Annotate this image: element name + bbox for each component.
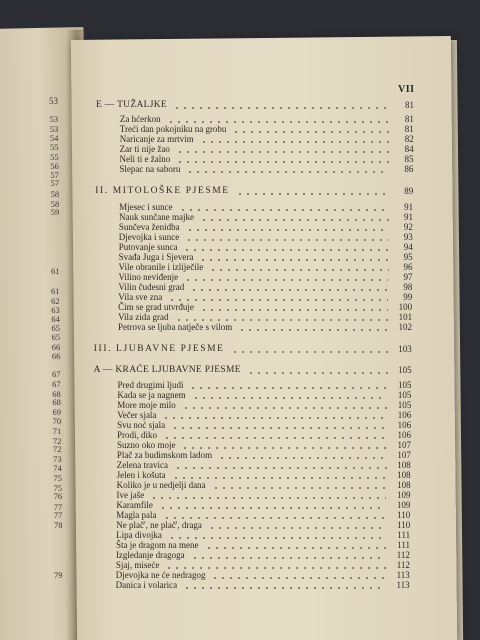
dot-leader: [190, 289, 388, 291]
toc-entry-title: Sjaj, miseće: [115, 560, 160, 570]
toc-entry-page: 89: [404, 186, 414, 196]
dot-leader: [185, 239, 389, 241]
toc-entry-page: 94: [403, 242, 413, 252]
dot-leader: [163, 437, 387, 439]
toc-entry-title: Šta je dragom na mene: [116, 540, 199, 550]
toc-entry-title: Suzno oko moje: [116, 440, 176, 450]
toc-entry-page: 86: [404, 164, 414, 174]
toc-entry-title: Čim se grad utvrđuje: [118, 302, 194, 312]
left-page-number: 59: [50, 207, 60, 217]
toc-entry-page: 101: [398, 312, 413, 322]
toc-entry-page: 93: [403, 232, 413, 242]
dot-leader: [183, 587, 386, 589]
left-page-number: 79: [54, 570, 63, 580]
toc-entry: [118, 322, 412, 334]
left-page-number: 55: [49, 142, 59, 152]
left-page-number: 53: [49, 114, 59, 124]
left-page-number: 75: [53, 473, 62, 483]
toc-entry-title: Koliko je u nedjelji dana: [116, 480, 206, 490]
dot-leader: [191, 557, 386, 559]
left-page-number: 64: [51, 314, 60, 324]
dot-leader: [168, 537, 386, 539]
page-number-header: VII: [398, 84, 415, 95]
dot-leader: [179, 209, 390, 211]
left-page-number: 67: [52, 379, 61, 389]
dot-leader: [162, 417, 387, 419]
left-page-number: 67: [52, 369, 61, 379]
left-page-number: 74: [53, 463, 62, 473]
left-page-number: 63: [51, 305, 60, 315]
toc-entry: [119, 164, 413, 176]
toc-entry-title: Kada se ja nagnem: [117, 390, 186, 400]
toc-entry-title: More moje milo: [117, 400, 176, 410]
dot-leader: [168, 299, 388, 301]
toc-section-heading: [94, 344, 412, 356]
toc-entry-title: Ive jaše: [116, 490, 145, 500]
toc-entry-title: Večer sjala: [117, 410, 157, 420]
toc-entry-page: 105: [397, 380, 412, 390]
left-page-number: 54: [49, 133, 59, 143]
dot-leader: [183, 249, 388, 251]
toc-entry-title: E — TUŽALJKE: [96, 100, 167, 110]
toc-entry-page: 112: [396, 560, 410, 570]
left-page-number: 57: [50, 170, 59, 180]
toc-entry-title: Ne plač', ne plač', draga: [116, 520, 202, 530]
toc-entry-title: Naricanje za mrtvim: [119, 134, 194, 144]
left-page-number: 53: [49, 124, 59, 134]
dot-leader: [159, 507, 387, 509]
toc-entry-title: Prodi, diko: [117, 430, 158, 440]
toc-entry-title: Vila zida grad: [118, 312, 169, 322]
dot-leader: [174, 467, 387, 469]
toc-entry-page: 106: [397, 430, 412, 440]
dot-leader: [247, 372, 388, 374]
toc-entry-title: Slepac na saboru: [119, 164, 181, 174]
left-page-number: 61: [50, 266, 60, 276]
dot-leader: [150, 497, 386, 499]
dot-leader: [211, 577, 385, 579]
dot-leader: [171, 427, 387, 429]
toc-entry-page: 109: [396, 490, 411, 500]
dot-leader: [186, 229, 389, 231]
left-page-number: 57: [50, 178, 59, 188]
left-page-number: 58: [50, 189, 60, 199]
toc-entry-page: 85: [404, 154, 414, 164]
toc-entry-page: 111: [397, 540, 411, 550]
toc-section-heading: [96, 100, 414, 112]
toc-entry-page: 96: [403, 262, 413, 272]
dot-leader: [200, 219, 389, 221]
left-page-number: 76: [53, 491, 63, 501]
toc-entry-title: Lipa divojka: [116, 530, 162, 540]
toc-entry-title: Zar ti nije žao: [119, 144, 170, 154]
dot-leader: [175, 319, 389, 321]
dot-leader: [189, 387, 387, 389]
toc-entry-title: Zelena travica: [116, 460, 168, 470]
dot-leader: [167, 121, 390, 123]
left-page-number: 75: [53, 483, 62, 493]
toc-entry-title: Vila sve zna: [118, 292, 163, 302]
toc-entry-title: Vile obranile i izliječile: [118, 262, 204, 272]
left-page-number: 71: [52, 426, 62, 436]
toc-entry-title: Putovanje sunca: [118, 242, 178, 252]
left-page-number: 65: [51, 332, 61, 342]
dot-leader: [205, 547, 387, 549]
toc-entry-title: Mjesec i sunce: [119, 202, 173, 212]
toc-entry-title: Treći dan pokojniku na grobu: [119, 124, 227, 134]
toc-entry-title: Vilino neviđenje: [118, 272, 179, 282]
left-page-number: 55: [50, 152, 59, 162]
toc-entry-page: 100: [398, 302, 413, 312]
dot-leader: [232, 131, 389, 133]
toc-entry-title: II. MITOLOŠKE PJESME: [95, 186, 230, 196]
dot-leader: [173, 107, 390, 109]
left-page-number: 65: [51, 323, 61, 333]
toc-entry-page: 113: [396, 580, 410, 590]
toc-entry-title: Sunčeva ženidba: [118, 222, 180, 232]
toc-entry-title: Djevojka ne će nedragog: [115, 570, 206, 580]
toc-entry-page: 106: [397, 410, 412, 420]
toc-entry-page: 112: [396, 550, 410, 560]
toc-entry-title: Nauk sunčane majke: [118, 212, 194, 222]
toc-entry-page: 110: [397, 510, 411, 520]
left-page-number: 70: [52, 416, 62, 426]
toc-entry-title: Plač za budimskom ladom: [116, 450, 213, 460]
dot-leader: [181, 447, 387, 449]
toc-entry-title: Neli ti e žalno: [119, 154, 171, 164]
dot-leader: [200, 309, 388, 311]
toc-entry-page: 102: [398, 322, 412, 332]
left-page-number: 58: [50, 199, 60, 209]
toc-entry-page: 92: [403, 222, 413, 232]
left-page-number: 78: [53, 520, 63, 530]
dot-leader: [165, 567, 386, 569]
toc-entry-page: 103: [398, 344, 412, 354]
left-page-number: 56: [50, 161, 59, 171]
dot-leader: [172, 477, 387, 479]
dot-leader: [182, 407, 388, 409]
toc-entry-page: 108: [397, 470, 411, 480]
dot-leader: [184, 279, 388, 281]
toc-entry-page: 109: [396, 500, 411, 510]
dot-leader: [218, 457, 387, 459]
toc-entry-title: Magla pala: [116, 510, 157, 520]
toc-entry-page: 91: [403, 212, 413, 222]
toc-entry-page: 113: [396, 570, 410, 580]
dot-leader: [176, 151, 390, 153]
left-page-number: 62: [51, 296, 60, 306]
toc-section-heading: [95, 186, 413, 198]
toc-entry: [116, 580, 410, 592]
left-page-number: 66: [51, 342, 61, 352]
left-page-number: 72: [52, 444, 62, 454]
left-page-number: 77: [53, 510, 63, 520]
left-page-number: 72: [52, 436, 62, 446]
left-page-number: 73: [53, 454, 62, 464]
left-page-number: 77: [53, 502, 63, 512]
toc-entry-page: 111: [397, 530, 411, 540]
toc-entry-page: 98: [403, 282, 413, 292]
toc-entry-title: A — KRAĆE LJUBAVNE PJESME: [93, 365, 241, 375]
toc-entry-page: 84: [404, 144, 414, 154]
toc-entry-page: 108: [397, 460, 411, 470]
toc-entry-page: 82: [404, 134, 414, 144]
toc-entry-title: Danica i volarica: [115, 580, 178, 590]
dot-leader: [192, 397, 388, 399]
toc-entry-page: 97: [403, 272, 413, 282]
toc-entry-page: 105: [397, 400, 412, 410]
toc-entry-page: 95: [403, 252, 413, 262]
toc-entry-title: Pred drugimi ljudi: [117, 380, 184, 390]
toc-entry-title: Jelen i košuta: [116, 470, 166, 480]
dot-leader: [208, 527, 386, 529]
toc-entry-page: 108: [397, 480, 411, 490]
toc-entry-title: Izgledanje dragoga: [115, 550, 185, 560]
dot-leader: [236, 193, 390, 195]
dot-leader: [186, 171, 389, 173]
toc-entry-title: Vilin čudesni grad: [118, 282, 185, 292]
dot-leader: [200, 141, 390, 143]
left-page-number: 61: [51, 286, 60, 296]
toc-entry-title: Djevojka i sunce: [118, 232, 180, 242]
toc-entry-page: 107: [397, 450, 411, 460]
dot-leader: [176, 161, 389, 163]
toc-entry-page: 99: [403, 292, 413, 302]
toc-entry-title: Svu noć sjala: [117, 420, 166, 430]
left-page-number: 68: [52, 389, 61, 399]
toc-entry-title: Karamfile: [116, 500, 153, 510]
toc-section-heading: [94, 365, 412, 377]
toc-entry-page: 81: [404, 114, 414, 124]
toc-entry-title: III. LJUBAVNE PJESME: [93, 344, 225, 354]
left-page-number: 66: [51, 351, 61, 361]
left-page-number: 69: [52, 407, 61, 417]
dot-leader: [212, 487, 387, 489]
toc-entry-page: 81: [405, 100, 414, 110]
toc-entry-page: 107: [397, 440, 411, 450]
toc-entry-title: Petrova se ljuba natječe s vilom: [118, 322, 233, 332]
dot-leader: [199, 259, 388, 261]
dot-leader: [238, 329, 388, 331]
toc-entry-page: 105: [397, 390, 412, 400]
toc-entry-title: Za hćerkon: [119, 114, 161, 124]
toc-entry-page: 91: [404, 202, 414, 212]
toc-entry-page: 110: [397, 520, 411, 530]
toc-entry-page: 81: [404, 124, 414, 134]
dot-leader: [231, 351, 388, 353]
toc-entry-page: 106: [397, 420, 412, 430]
dot-leader: [209, 269, 388, 271]
left-page-number: 68: [52, 397, 61, 407]
toc-entry-page: 105: [398, 365, 412, 375]
dot-leader: [163, 517, 387, 519]
toc-entry-title: Svađa Juga i Sjevera: [118, 252, 194, 262]
left-page-number: 53: [49, 96, 58, 106]
